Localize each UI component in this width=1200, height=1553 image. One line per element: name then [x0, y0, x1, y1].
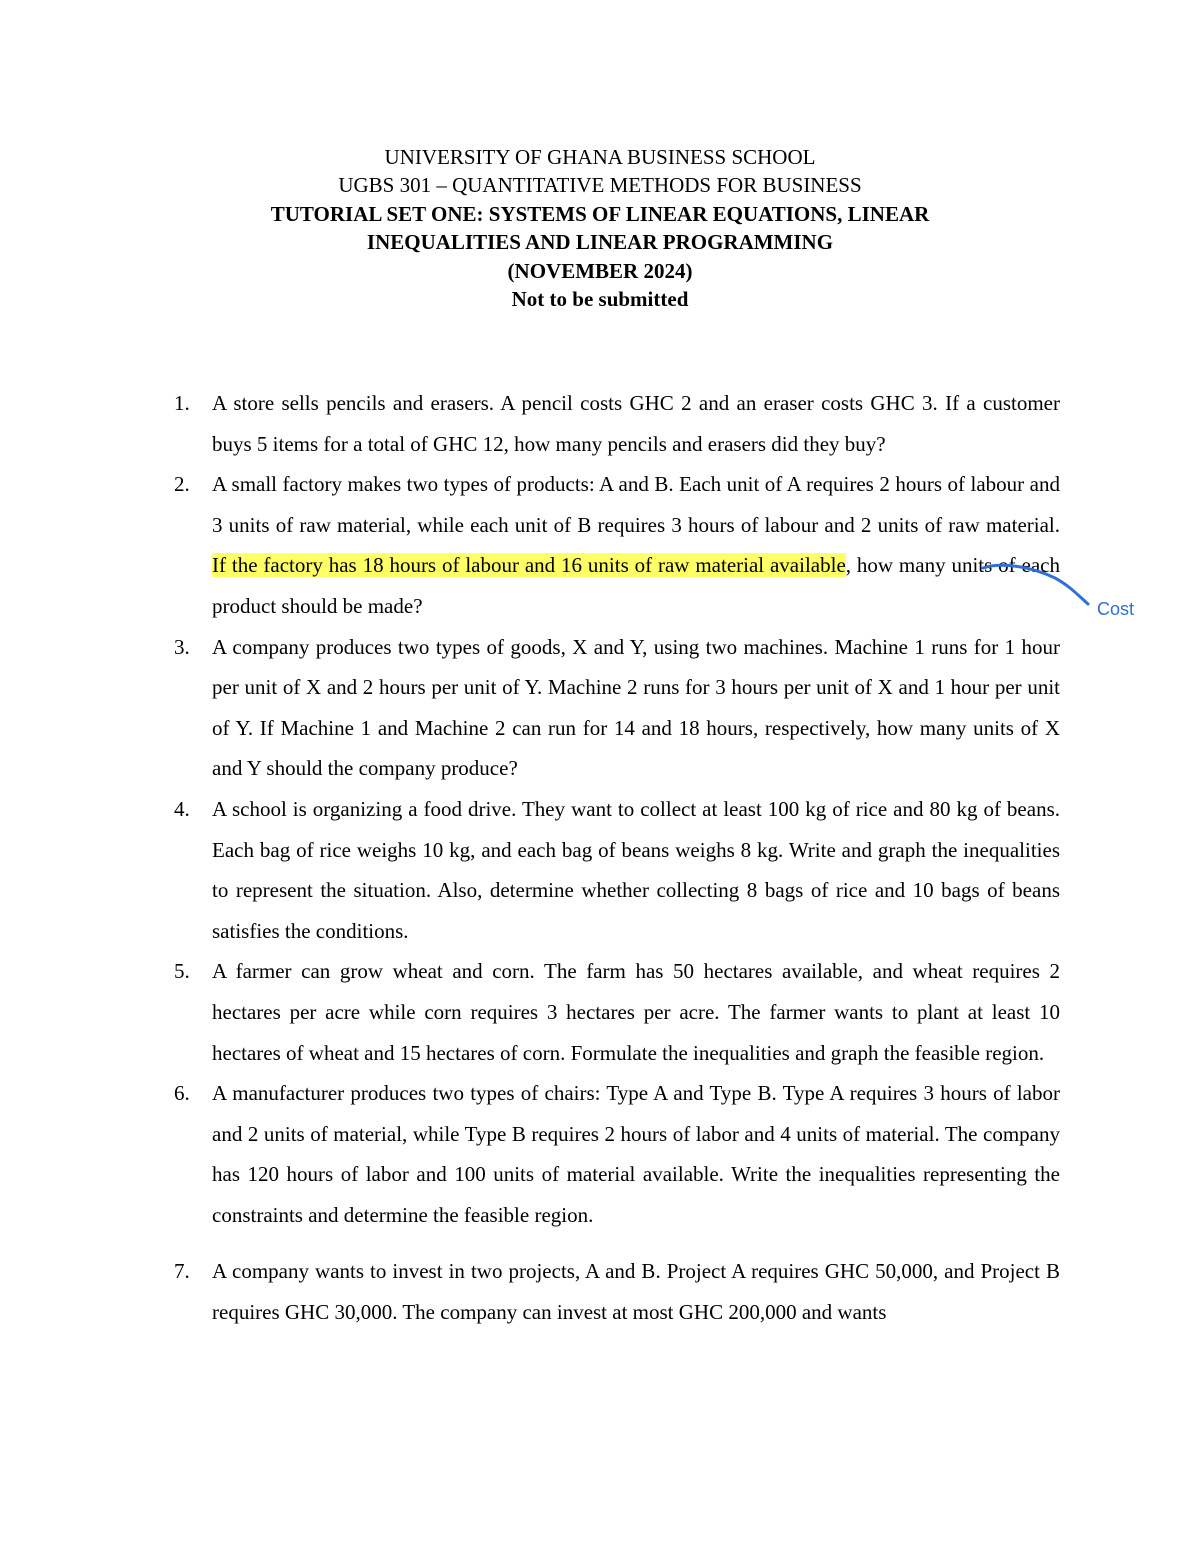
annotation-label: Cost	[1097, 599, 1135, 619]
submission-note: Not to be submitted	[511, 287, 689, 312]
question-3	[174, 627, 1060, 789]
university-name: UNIVERSITY OF GHANA BUSINESS SCHOOL	[384, 145, 816, 169]
question-number: 3.	[174, 634, 190, 659]
tutorial-title-line2: INEQUALITIES AND LINEAR PROGRAMMING	[366, 230, 834, 255]
document-header	[0, 143, 1200, 313]
question-number: 5.	[174, 959, 190, 984]
tutorial-date: (NOVEMBER 2024)	[507, 258, 693, 283]
question-text: A small factory makes two types of products: A and B. Each unit of A requires 2 hours of labour and 3 units of raw material, while each unit of B requires 3 hours of labour and 2 units of raw material.	[212, 472, 1060, 537]
question-text: A manufacturer produces two types of chairs: Type A and Type B. Type A requires 3 hours of labor and 2 units of material, while Type B requires 2 hours of labor and 4 units of material. The company has 120 hours of labor and 100 units of material available. Write the inequalities representing the constraints and determine the feasible region.	[212, 1081, 1060, 1227]
question-2	[174, 464, 1060, 626]
question-number: 2.	[174, 472, 190, 497]
question-text: A company wants to invest in two projects, A and B. Project A requires GHC 50,000, and Project B requires GHC 30,000. The company can invest at most GHC 200,000 and wants	[212, 1259, 1060, 1325]
question-text: A store sells pencils and erasers. A pencil costs GHC 2 and an eraser costs GHC 3. If a customer buys 5 items for a total of GHC 12, how many pencils and erasers did they buy?	[212, 391, 1060, 456]
question-number: 4.	[174, 796, 190, 821]
question-number: 7.	[174, 1259, 190, 1284]
question-1	[174, 383, 1060, 464]
question-5	[174, 951, 1060, 1073]
question-7	[174, 1251, 1060, 1332]
question-4	[174, 789, 1060, 951]
question-number: 1.	[174, 391, 190, 415]
course-title: UGBS 301 – QUANTITATIVE METHODS FOR BUSINESS	[338, 173, 862, 198]
question-list	[174, 383, 1060, 1333]
question-number: 6.	[174, 1081, 190, 1106]
question-text: A farmer can grow wheat and corn. The farm has 50 hectares available, and wheat requires 2 hectares per acre while corn requires 3 hectares per acre. The farmer wants to plant at least 10 hectares of wheat and 15 hectares of corn. Formulate the inequalities and graph the feasible region.	[212, 959, 1060, 1065]
question-6	[174, 1073, 1060, 1235]
question-text-continued: , how many units of each product should be made?	[212, 553, 1060, 618]
highlighted-text: If the factory has 18 hours of labour and 16 units of raw material available	[212, 553, 846, 578]
question-text: A company produces two types of goods, X and Y, using two machines. Machine 1 runs for 1 hour per unit of X and 2 hours per unit of Y. Machine 2 runs for 3 hours per unit of X and 1 hour per unit of Y. If Machine 1 and Machine 2 can run for 14 and 18 hours, respectively, how many units of X and Y should the company produce?	[212, 634, 1060, 781]
tutorial-title-line1: TUTORIAL SET ONE: SYSTEMS OF LINEAR EQUATIONS, LINEAR	[270, 201, 930, 226]
question-text: A school is organizing a food drive. They want to collect at least 100 kg of rice and 80 kg of beans. Each bag of rice weighs 10 kg, and each bag of beans weighs 8 kg. Write and graph the inequalities to represent the situation. Also, determine whether collecting 8 bags of rice and 10 bags of beans satisfies the conditions.	[212, 796, 1060, 943]
